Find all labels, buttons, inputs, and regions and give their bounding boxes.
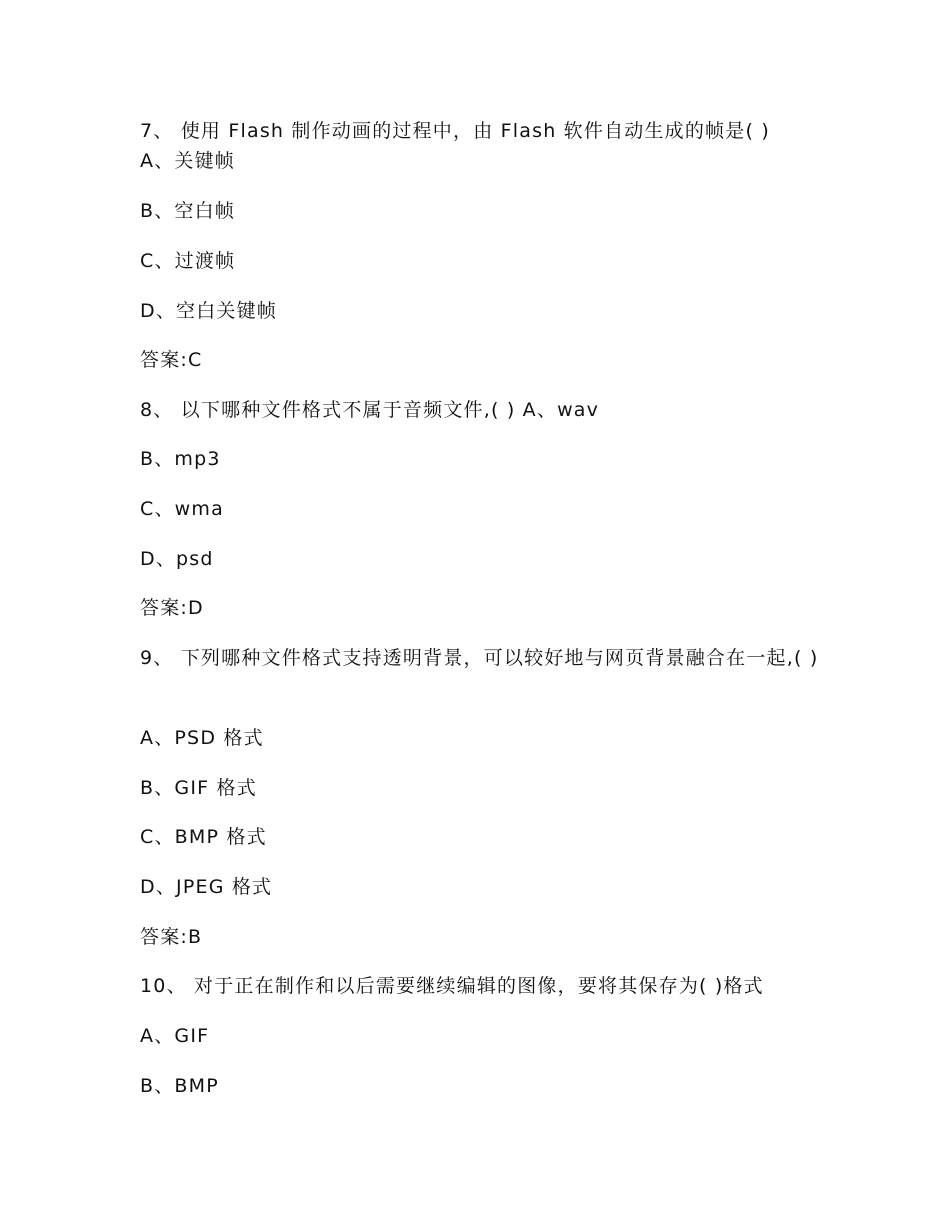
question-9-option-a: A、PSD 格式 [140, 727, 264, 749]
question-9-option-c: C、BMP 格式 [140, 826, 267, 848]
question-7-option-a: A、关键帧 [140, 150, 235, 172]
question-7-option-c: C、过渡帧 [140, 250, 236, 272]
question-9-stem: 9、 下列哪种文件格式支持透明背景，可以较好地与网页背景融合在一起,( ) [140, 647, 819, 669]
question-7-answer: 答案:C [140, 349, 203, 371]
question-8-answer: 答案:D [140, 597, 204, 619]
question-9-option-b: B、GIF 格式 [140, 777, 257, 799]
question-8-option-b: B、mp3 [140, 448, 221, 470]
question-10-option-b: B、BMP [140, 1075, 219, 1097]
question-8-option-d: D、psd [140, 548, 214, 570]
question-10-stem: 10、 对于正在制作和以后需要继续编辑的图像，要将其保存为( )格式 [140, 975, 764, 997]
question-7-stem: 7、 使用 Flash 制作动画的过程中，由 Flash 软件自动生成的帧是( ) [140, 120, 770, 142]
question-7-option-b: B、空白帧 [140, 200, 236, 222]
question-8-option-c: C、wma [140, 498, 224, 520]
question-10-option-a: A、GIF [140, 1025, 210, 1047]
question-9-option-d: D、JPEG 格式 [140, 876, 273, 898]
question-8-stem: 8、 以下哪种文件格式不属于音频文件,( ) A、wav [140, 399, 600, 421]
question-7-option-d: D、空白关键帧 [140, 300, 278, 322]
question-9-answer: 答案:B [140, 926, 203, 948]
